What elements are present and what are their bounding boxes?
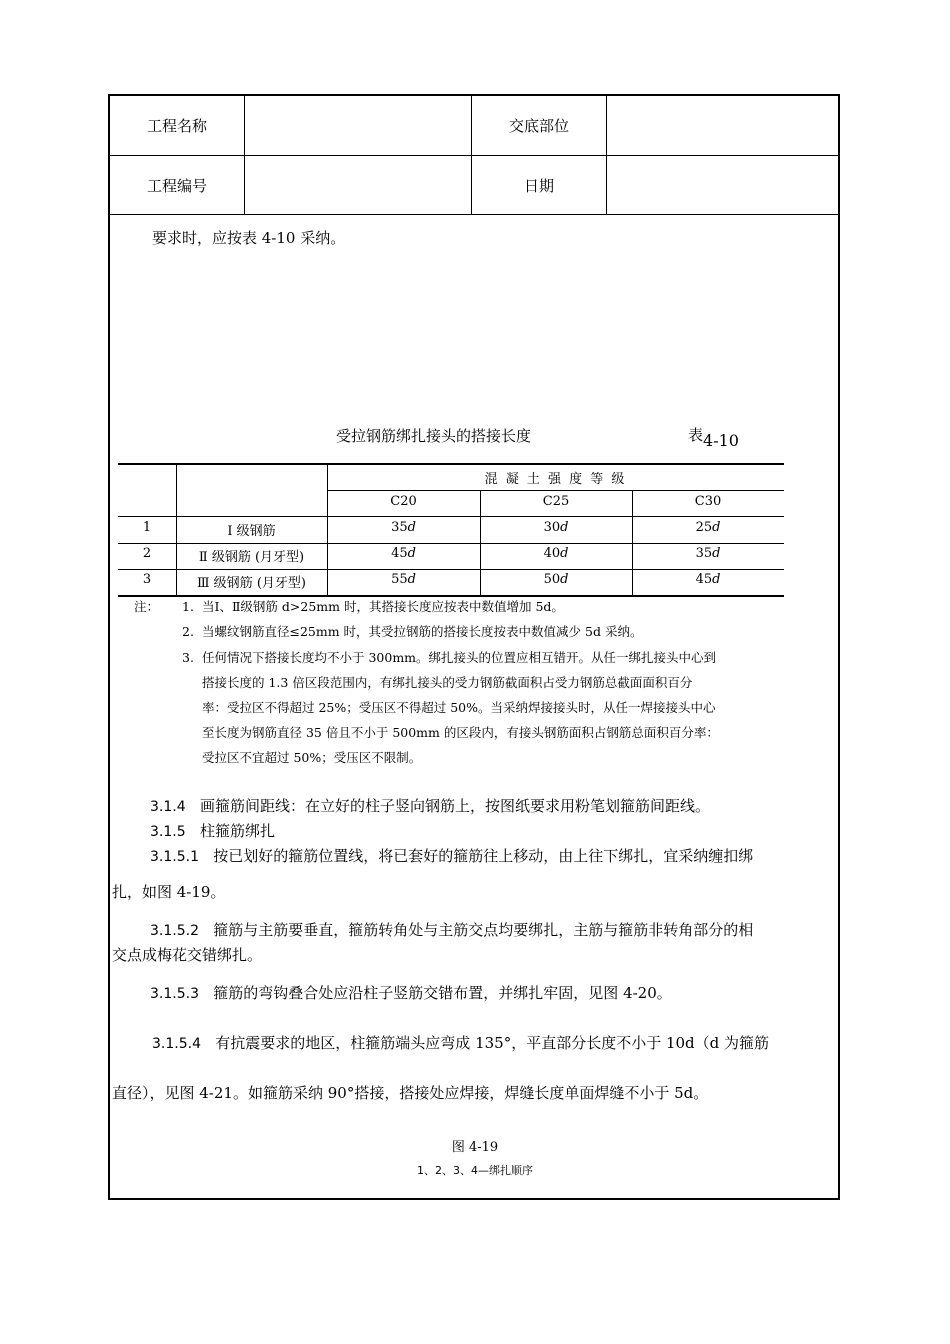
table-number: 4-10	[703, 431, 739, 450]
table-cell	[327, 572, 480, 587]
section-3-1-5-2-cont: 交点成梅花交错绑扎。	[112, 946, 263, 964]
notes-label: 注：	[134, 599, 160, 614]
table-row-2-name: Ⅱ 级钢筋 (月牙型)	[198, 550, 305, 565]
table-col-c20: C20	[390, 494, 417, 509]
unit-d: d	[560, 520, 569, 535]
note-3-line-3: 率：受拉区不得超过 25%；受压区不得超过 50%。当采纳焊接接头时，从任一焊接接头中心	[202, 700, 716, 715]
section-3-1-5-1	[150, 846, 753, 867]
table-cell	[480, 520, 632, 535]
cell-value: 55	[391, 572, 408, 587]
table-title: 受拉钢筋绑扎接头的搭接长度	[336, 427, 532, 445]
table-cell	[327, 520, 480, 535]
date-value[interactable]	[607, 156, 840, 215]
cell-value: 45	[695, 572, 713, 587]
table-header-rule	[118, 516, 784, 517]
unit-d: d	[712, 546, 721, 561]
table-row-2-no: 2	[142, 546, 152, 561]
figure-caption: 图 4-19	[451, 1140, 499, 1155]
part-label: 交底部位	[472, 96, 607, 156]
section-3-1-5-2	[150, 920, 753, 941]
table-group-rule	[327, 490, 784, 491]
section-text: 箍筋与主筋要垂直，箍筋转角处与主筋交点均要绑扎，主筋与箍筋非转角部分的相	[213, 921, 754, 939]
table-cell	[632, 520, 784, 535]
note-3-line-4: 至长度为钢筋直径 35 倍且不小于 500mm 的区段内，有接头钢筋面积占钢筋总面积百分率：	[202, 725, 719, 740]
cell-value: 50	[543, 572, 561, 587]
section-text: 柱箍筋绑扎	[199, 822, 275, 840]
section-number: 3.1.5.1	[150, 849, 199, 865]
note-3-no: 3.	[182, 650, 194, 665]
note-3-line-2: 搭接长度的 1.3 倍区段范围内，有绑扎接头的受力钢筋截面积占受力钢筋总截面面积百分	[202, 675, 693, 690]
section-3-1-5-1-cont: 扎，如图 4-19。	[112, 883, 226, 901]
table-cell	[632, 572, 784, 587]
table-row-1-no: 1	[142, 520, 152, 535]
note-1-no: 1.	[182, 599, 194, 614]
note-3-line-5: 受拉区不宜超过 50%；受压区不限制。	[202, 750, 422, 765]
section-3-1-5-3	[150, 983, 672, 1004]
section-3-1-5	[150, 821, 275, 842]
table-cell	[632, 546, 784, 561]
table-label	[688, 424, 739, 450]
unit-d: d	[712, 520, 721, 535]
section-text: 箍筋的弯钩叠合处应沿柱子竖筋交错布置，并绑扎牢固，见图 4-20。	[213, 984, 672, 1002]
table-row-1-name: Ⅰ 级钢筋	[227, 524, 276, 539]
note-3-line-1: 任何情况下搭接长度均不小于 300mm。绑扎接头的位置应相互错开。从任一绑扎接头中心到	[202, 650, 717, 665]
cell-value: 35	[695, 546, 713, 561]
note-2-line-1: 当螺纹钢筋直径≤25mm 时，其受拉钢筋的搭接长度按表中数值减少 5d 采纳。	[202, 624, 643, 639]
project-name-value[interactable]	[245, 96, 472, 156]
table-row-rule-1	[118, 543, 784, 544]
table-group-header: 混 凝 土 强 度 等 级	[484, 472, 627, 487]
table-row-3-no: 3	[142, 572, 152, 587]
unit-d: d	[407, 520, 416, 535]
section-3-1-5-4	[152, 1033, 769, 1054]
figure-subcaption: 1、2、3、4—绑扎顺序	[417, 1164, 533, 1177]
section-number: 3.1.4	[150, 799, 186, 815]
table-row-rule-2	[118, 569, 784, 570]
table-cell	[327, 546, 480, 561]
cell-value: 25	[695, 520, 713, 535]
section-text: 画箍筋间距线：在立好的柱子竖向钢筋上，按图纸要求用粉笔划箍筋间距线。	[199, 797, 710, 815]
part-value[interactable]	[607, 96, 840, 156]
note-1-line-1: 当Ⅰ、Ⅱ级钢筋 d>25mm 时，其搭接长度应按表中数值增加 5d。	[202, 599, 564, 614]
cell-value: 40	[543, 546, 561, 561]
unit-d: d	[407, 546, 416, 561]
section-number: 3.1.5.3	[150, 986, 199, 1002]
table-top-rule	[118, 463, 784, 465]
project-name-label: 工程名称	[110, 96, 245, 156]
section-number: 3.1.5.4	[152, 1036, 201, 1052]
section-3-1-4	[150, 796, 710, 817]
cell-value: 45	[391, 546, 408, 561]
table-col-c30: C30	[694, 494, 722, 509]
project-no-value[interactable]	[245, 156, 472, 215]
section-number: 3.1.5.2	[150, 923, 199, 939]
table-label-text: 表	[688, 426, 704, 444]
date-label: 日期	[472, 156, 607, 215]
section-number: 3.1.5	[150, 824, 186, 840]
intro-text: 要求时，应按表 4-10 采纳。	[152, 229, 346, 247]
section-text: 有抗震要求的地区，柱箍筋端头应弯成 135°，平直部分长度不小于 10d（d 为箍筋	[215, 1034, 770, 1052]
unit-d: d	[560, 546, 569, 561]
table-col-c25: C25	[542, 494, 570, 509]
unit-d: d	[712, 572, 721, 587]
cell-value: 35	[391, 520, 408, 535]
cell-value: 30	[543, 520, 561, 535]
section-text: 按已划好的箍筋位置线，将已套好的箍筋往上移动，由上往下绑扎，宜采纳缠扣绑	[213, 847, 754, 865]
note-2-no: 2.	[182, 624, 194, 639]
table-cell	[480, 546, 632, 561]
unit-d: d	[407, 572, 416, 587]
project-no-label: 工程编号	[110, 156, 245, 215]
unit-d: d	[560, 572, 569, 587]
table-row-3-name: Ⅲ 级钢筋 (月牙型)	[197, 576, 306, 591]
section-3-1-5-4-cont: 直径），见图 4-21。如箍筋采纳 90°搭接，搭接处应焊接，焊缝长度单面焊缝不小于 5d。	[112, 1084, 709, 1102]
table-cell	[480, 572, 632, 587]
